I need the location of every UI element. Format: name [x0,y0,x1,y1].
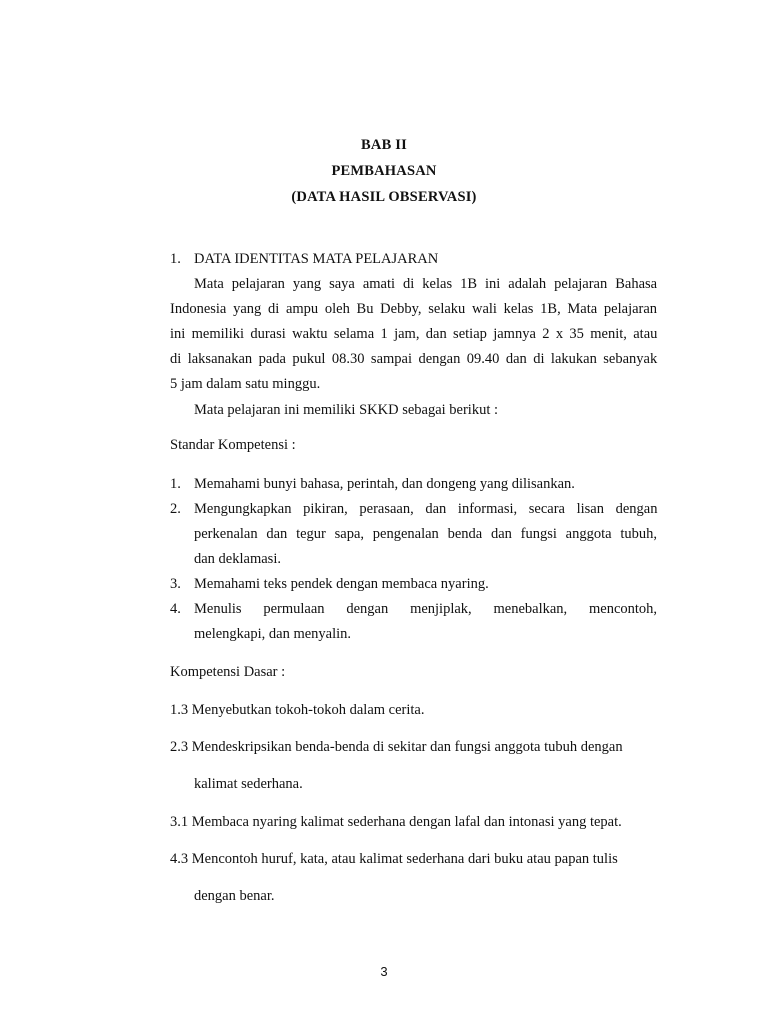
dasar-item: kalimat sederhana. [194,776,303,792]
chapter-title: PEMBAHASAN [331,163,437,179]
dasar-item: 4.3 Mencontoh huruf, kata, atau kalimat sederhana dari buku atau papan tulis [170,851,618,867]
list-number: 4. [170,601,181,617]
page-number: 3 [380,964,388,979]
paragraph-line: ini memiliki durasi waktu selama 1 jam, dan setiap jamnya 2 x 35 menit, atau [170,326,658,342]
dasar-label: Kompetensi Dasar : [170,664,286,680]
list-item: Menulis permulaan dengan menjiplak, menebalkan, mencontoh, [194,601,658,617]
paragraph-line: Mata pelajaran yang saya amati di kelas 1B ini adalah pelajaran Bahasa [194,276,658,292]
dasar-item: 3.1 Membaca nyaring kalimat sederhana dengan lafal dan intonasi yang tepat. [170,814,622,830]
paragraph-line: di laksanakan pada pukul 08.30 sampai dengan 09.40 dan di lakukan sebanyak [170,351,658,367]
list-item: melengkapi, dan menyalin. [194,626,352,642]
list-number: 3. [170,576,181,592]
dasar-item: 2.3 Mendeskripsikan benda-benda di sekitar dan fungsi anggota tubuh dengan [170,739,623,755]
paragraph-line: Mata pelajaran ini memiliki SKKD sebagai berikut : [194,402,499,418]
list-number: 2. [170,501,181,517]
standar-label: Standar Kompetensi : [170,437,296,453]
list-number: 1. [170,476,181,492]
list-item: Mengungkapkan pikiran, perasaan, dan informasi, secara lisan dengan [194,501,658,517]
paragraph-line: 5 jam dalam satu minggu. [170,376,321,392]
section-number: 1. [170,251,181,267]
list-item: Memahami bunyi bahasa, perintah, dan dongeng yang dilisankan. [194,476,575,492]
chapter-subtitle: (DATA HASIL OBSERVASI) [291,189,477,205]
chapter-heading: BAB II [361,137,407,153]
paragraph-line: Indonesia yang di ampu oleh Bu Debby, selaku wali kelas 1B, Mata pelajaran [170,301,658,317]
list-item: Memahami teks pendek dengan membaca nyaring. [194,576,489,592]
dasar-item: dengan benar. [194,888,275,904]
dasar-item: 1.3 Menyebutkan tokoh-tokoh dalam cerita. [170,702,425,718]
section-title: DATA IDENTITAS MATA PELAJARAN [194,251,439,267]
list-item: perkenalan dan tegur sapa, pengenalan benda dan fungsi anggota tubuh, [194,526,657,542]
list-item: dan deklamasi. [194,551,281,567]
